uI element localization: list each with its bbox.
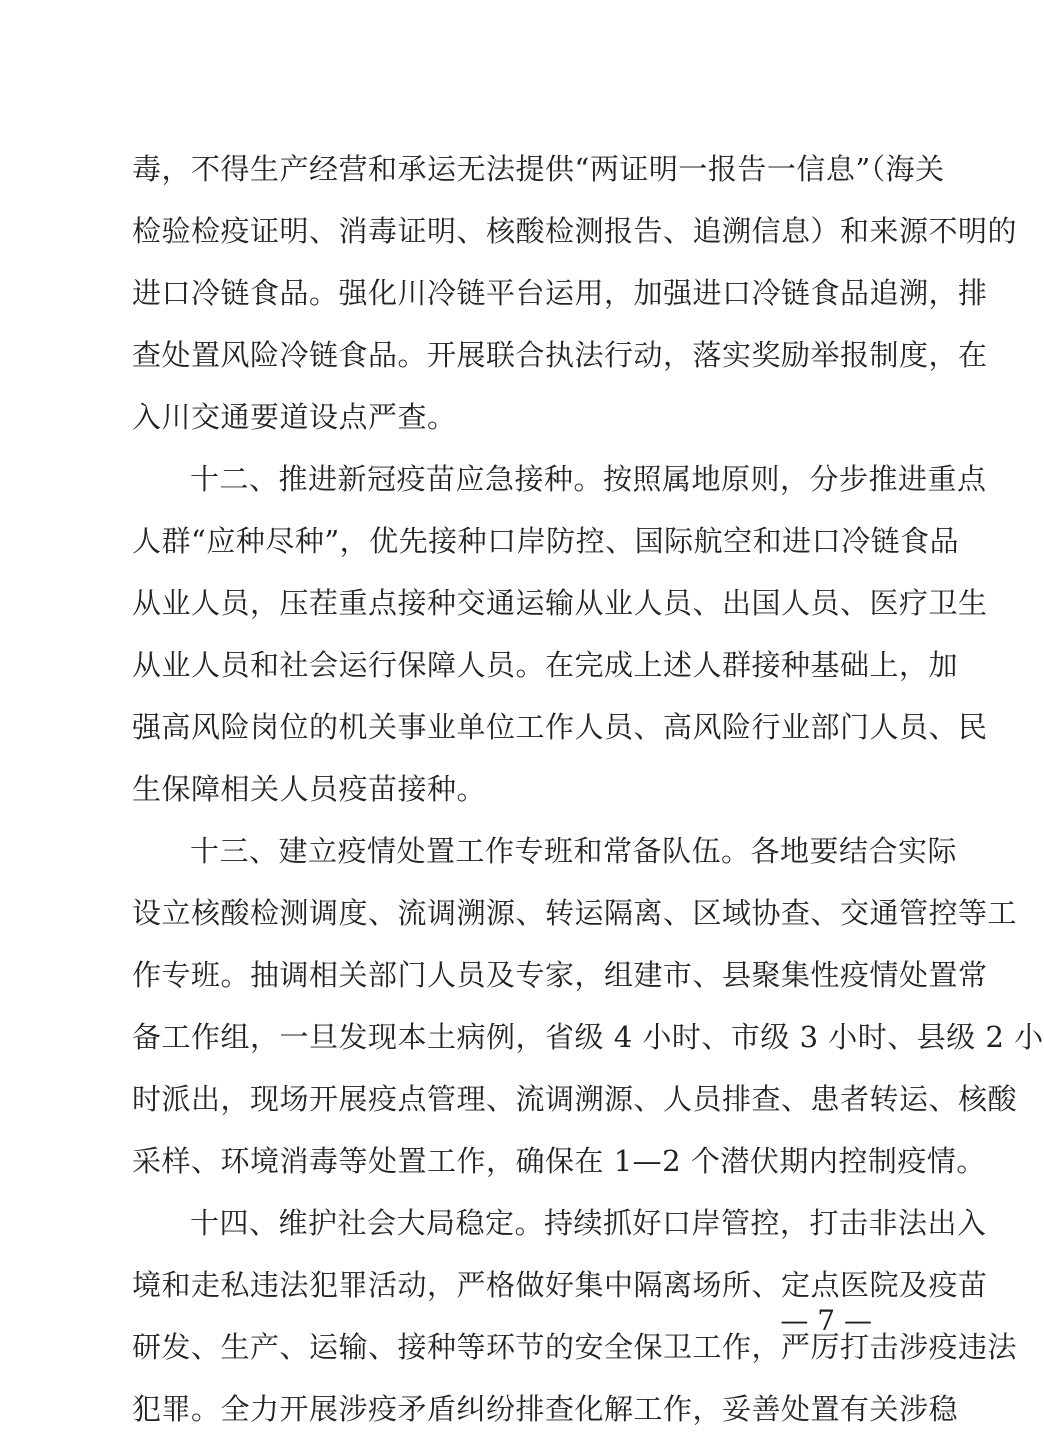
text-line: 检验检疫证明、消毒证明、核酸检测报告、追溯信息）和来源不明的	[132, 214, 1018, 248]
text-line: 作专班。抽调相关部门人员及专家，组建市、县聚集性疫情处置常	[132, 958, 988, 992]
text-line: 从业人员和社会运行保障人员。在完成上述人群接种基础上，加	[132, 648, 959, 682]
text-line: 毒，不得生产经营和承运无法提供“两证明一报告一信息”（海关	[132, 152, 945, 186]
text-line: 十三、建立疫情处置工作专班和常备队伍。各地要结合实际	[190, 834, 958, 868]
text-line: 十二、推进新冠疫苗应急接种。按照属地原则，分步推进重点	[190, 462, 987, 496]
text-line: 生保障相关人员疫苗接种。	[132, 772, 487, 806]
body-text	[132, 138, 1044, 1440]
page-number: — 7 —	[780, 1304, 872, 1337]
text-line: 从业人员，压茬重点接种交通运输从业人员、出国人员、医疗卫生	[132, 586, 988, 620]
text-line: 时派出，现场开展疫点管理、流调溯源、人员排查、患者转运、核酸	[132, 1082, 1018, 1116]
paragraph-item-13-task-force	[132, 820, 1044, 1192]
text-line: 犯罪。全力开展涉疫矛盾纠纷排查化解工作，妥善处置有关涉稳	[132, 1392, 959, 1426]
text-line: 查处置风险冷链食品。开展联合执法行动，落实奖励举报制度，在	[132, 338, 988, 372]
paragraph-item-12-vaccination	[132, 448, 988, 820]
text-line: 进口冷链食品。强化川冷链平台运用，加强进口冷链食品追溯，排	[132, 276, 988, 310]
text-line: 十四、维护社会大局稳定。持续抓好口岸管控，打击非法出入	[190, 1206, 987, 1240]
paragraph-item-14-social-stability	[132, 1192, 1018, 1440]
text-line: 备工作组，一旦发现本土病例，省级 4 小时、市级 3 小时、县级 2 小	[132, 1020, 1044, 1054]
text-line: 境和走私违法犯罪活动，严格做好集中隔离场所、定点医院及疫苗	[132, 1268, 988, 1302]
text-line: 采样、环境消毒等处置工作，确保在 1—2 个潜伏期内控制疫情。	[132, 1144, 986, 1178]
text-line: 人群“应种尽种”，优先接种口岸防控、国际航空和进口冷链食品	[132, 524, 960, 558]
text-line: 研发、生产、运输、接种等环节的安全保卫工作，严厉打击涉疫违法	[132, 1330, 1018, 1364]
paragraph-cold-chain-continued	[132, 138, 1018, 448]
text-line: 设立核酸检测调度、流调溯源、转运隔离、区域协查、交通管控等工	[132, 896, 1018, 930]
text-line: 强高风险岗位的机关事业单位工作人员、高风险行业部门人员、民	[132, 710, 988, 744]
text-line: 入川交通要道设点严查。	[132, 400, 457, 434]
